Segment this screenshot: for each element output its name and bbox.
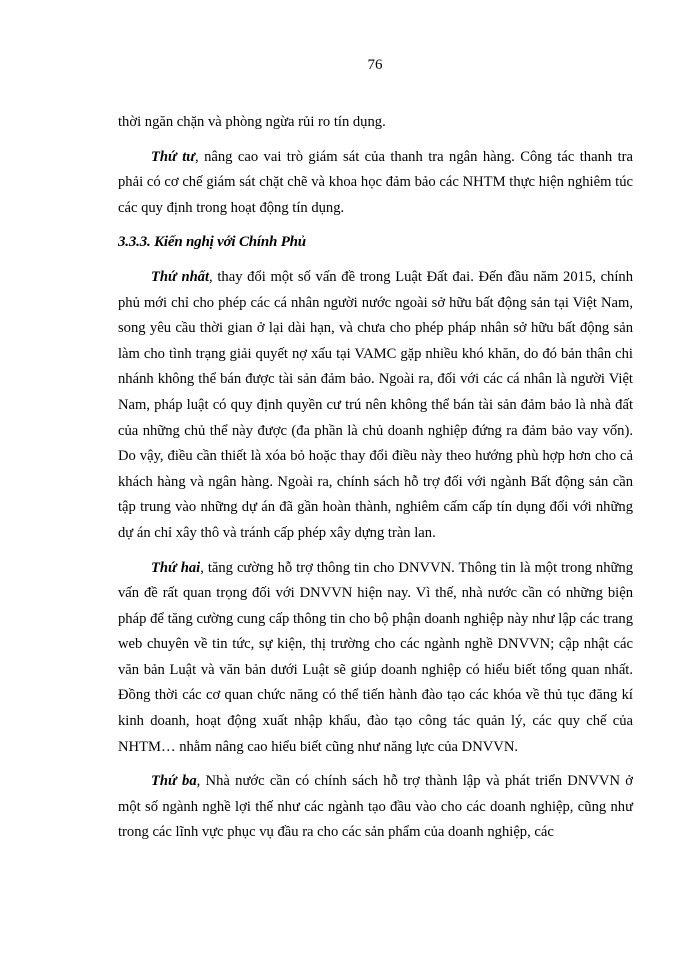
paragraph-continuation	[118, 110, 633, 136]
paragraph-thu-nhat	[118, 265, 633, 547]
paragraph-text: thời ngăn chặn và phòng ngừa rủi ro tín dụng.	[118, 114, 386, 130]
paragraph-lead: Thứ hai	[151, 559, 201, 576]
paragraph-lead: Thứ nhất	[151, 268, 210, 285]
paragraph-text: , tăng cường hỗ trợ thông tin cho DNVVN. Thông tin là một trong những vấn đề rất quan trọng đối với DNVVN hiện nay. Vì thế, nhà nước cần có những biện pháp để tăng cường cung cấp thông tin cho bộ phận doanh nghiệp này như lập các trang web chuyên về tin tức, sự kiện, thị trường cho các ngành nghề DNVVN; cập nhật các văn bản Luật và văn bản dưới Luật sẽ giúp doanh nghiệp có hiểu biết tổng quan nhất. Đồng thời các cơ quan chức năng có thể tiến hành đào tạo các khóa về thủ tục đăng kí kinh doanh, hoạt động xuất nhập khẩu, đào tạo công tác quản lý, các quy chế của NHTM… nhằm nâng cao hiểu biết cũng như năng lực của DNVVN.	[118, 559, 633, 755]
page-number: 76	[367, 57, 383, 73]
paragraph-thu-ba	[118, 769, 633, 846]
paragraph-text: , thay đổi một số vấn đề trong Luật Đất đai. Đến đầu năm 2015, chính phủ mới chỉ cho phép các cá nhân người nước ngoài sở hữu bất động sản tại Việt Nam, song yêu cầu thời gian ở lại dài hạn, và chưa cho phép pháp nhân sở hữu bất động sản làm cho tình trạng giải quyết nợ xấu tại VAMC gặp nhiều khó khăn, do đó bản thân chi nhánh không thể bán được tài sản đảm bảo. Ngoài ra, đối với các cá nhân là người Việt Nam, pháp luật có quy định quyền cư trú nên không thể bán tài sản đảm bảo là nhà đất của những chủ thể này được (đa phần là chủ doanh nghiệp đứng ra đảm bảo vay vốn). Do vậy, điều cần thiết là xóa bỏ hoặc thay đổi điều này theo hướng phù hợp hơn cho cả khách hàng và ngân hàng. Ngoài ra, chính sách hỗ trợ đối với ngành Bất động sản cần tập trung vào những dự án đã gần hoàn thành, nghiêm cấm cấp tín dụng đối với những dự án chỉ xây thô và tránh cấp phép xây dựng tràn lan.	[118, 268, 633, 541]
paragraph-text: , Nhà nước cần có chính sách hỗ trợ thành lập và phát triển DNVVN ở một số ngành nghề lợi thế như các ngành tạo đầu vào cho các doanh nghiệp, cũng như trong các lĩnh vực phục vụ đầu ra cho các sản phẩm của doanh nghiệp, các	[118, 773, 633, 841]
paragraph-text: , nâng cao vai trò giám sát của thanh tra ngân hàng. Công tác thanh tra phải có cơ chế giám sát chặt chẽ và khoa học đảm bảo các NHTM thực hiện nghiêm túc các quy định trong hoạt động tín dụng.	[118, 148, 633, 216]
document-body	[118, 110, 633, 855]
paragraph-thu-tu	[118, 145, 633, 222]
paragraph-lead: Thứ ba	[151, 773, 197, 790]
section-heading: 3.3.3. Kiến nghị với Chính Phủ	[118, 234, 306, 251]
paragraph-thu-hai	[118, 556, 633, 761]
paragraph-lead: Thứ tư	[151, 148, 195, 165]
